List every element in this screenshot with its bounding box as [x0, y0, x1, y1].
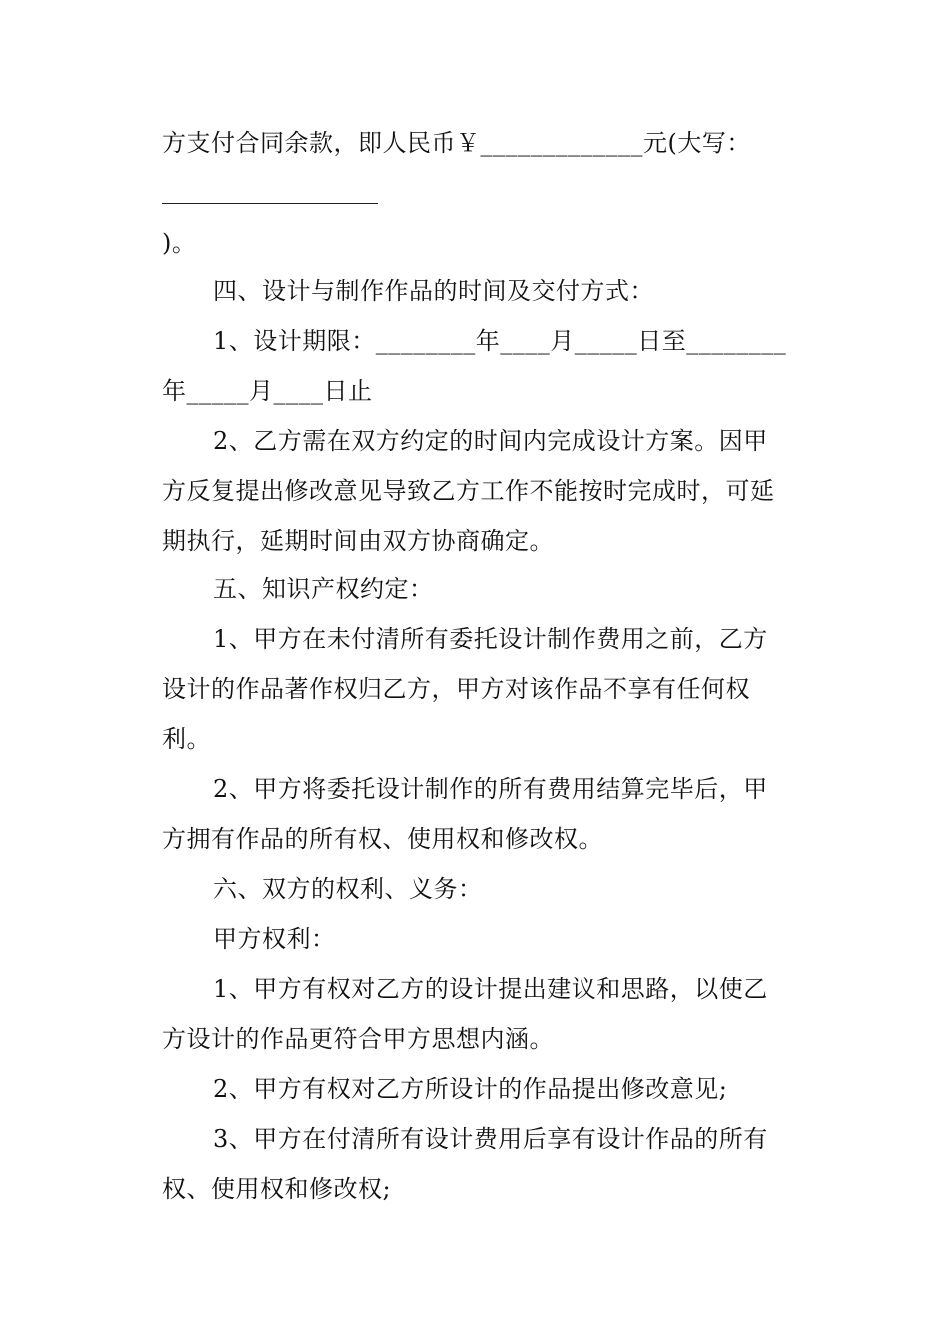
- paragraph-payment-balance-line-1: 方支付合同余款，即人民币￥_____________元(大写：: [162, 129, 751, 157]
- clause-copyright-line-1: 1、甲方在未付清所有委托设计制作费用之前，乙方: [213, 625, 768, 653]
- right-3-line-2: 权、使用权和修改权;: [162, 1175, 392, 1203]
- amount-in-words-blank: [162, 203, 378, 204]
- subheading-party-a-rights: 甲方权利：: [213, 925, 336, 953]
- section-heading-design-timeline: 四、设计与制作作品的时间及交付方式：: [213, 277, 654, 305]
- clause-copyright-line-3: 利。: [162, 725, 211, 753]
- right-1-line-1: 1、甲方有权对乙方的设计提出建议和思路，以使乙: [213, 975, 768, 1003]
- design-period-line-2: 年_____月____日止: [162, 377, 373, 405]
- section-heading-ip-agreement: 五、知识产权约定：: [213, 575, 434, 603]
- clause-copyright-line-2: 设计的作品著作权归乙方，甲方对该作品不享有任何权: [162, 675, 750, 703]
- clause-completion-line-1: 2、乙方需在双方约定的时间内完成设计方案。因甲: [213, 427, 768, 455]
- clause-completion-line-2: 方反复提出修改意见导致乙方工作不能按时完成时，可延: [162, 477, 775, 505]
- section-heading-rights-obligations: 六、双方的权利、义务：: [213, 875, 483, 903]
- clause-ownership-line-1: 2、甲方将委托设计制作的所有费用结算完毕后，甲: [213, 775, 768, 803]
- clause-ownership-line-2: 方拥有作品的所有权、使用权和修改权。: [162, 825, 603, 853]
- paragraph-payment-balance-line-2: )。: [162, 229, 197, 257]
- right-1-line-2: 方设计的作品更符合甲方思想内涵。: [162, 1025, 554, 1053]
- clause-completion-line-3: 期执行，延期时间由双方协商确定。: [162, 527, 554, 555]
- right-3-line-1: 3、甲方在付清所有设计费用后享有设计作品的所有: [213, 1125, 768, 1153]
- design-period-line-1: 1、设计期限：________年____月_____日至________: [213, 327, 787, 355]
- right-2-line-1: 2、甲方有权对乙方所设计的作品提出修改意见;: [213, 1075, 728, 1103]
